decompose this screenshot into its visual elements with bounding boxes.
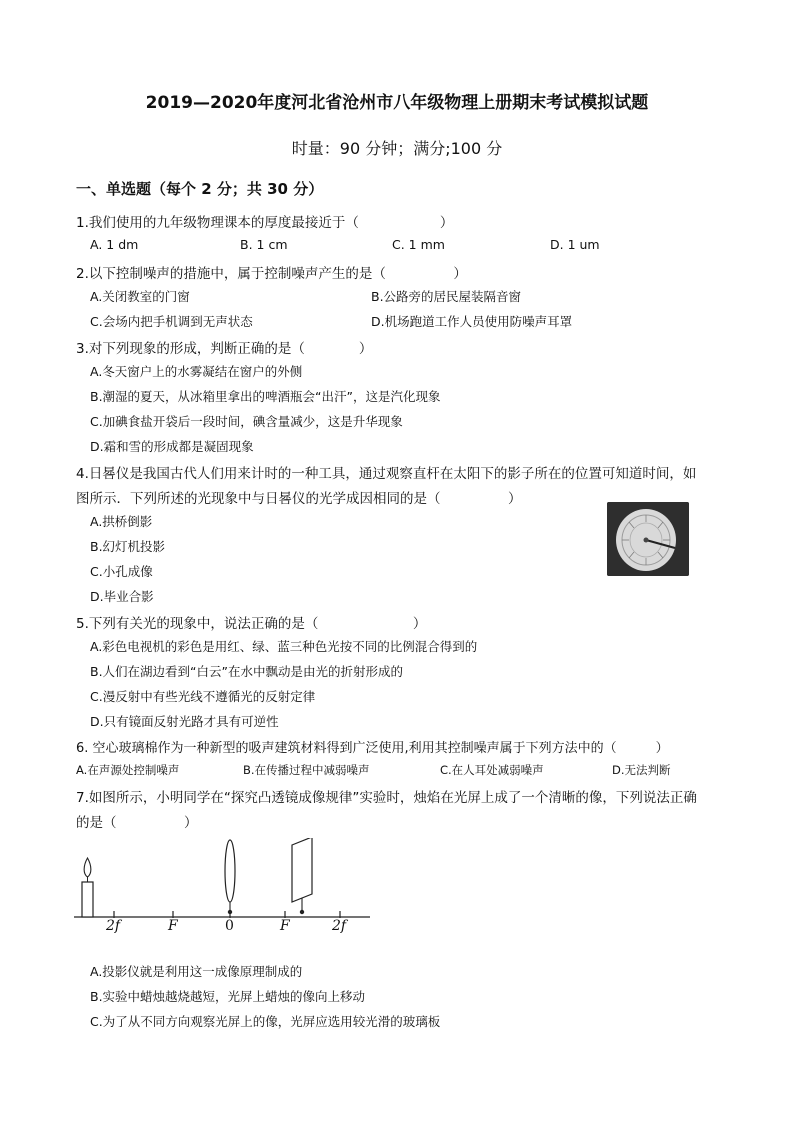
question-3-option-d: D.霜和雪的形成都是凝固现象 bbox=[90, 439, 254, 454]
question-7-option-a: A.投影仪就是利用这一成像原理制成的 bbox=[90, 964, 303, 979]
question-3-option-b: B.潮湿的夏天，从冰箱里拿出的啤酒瓶会“出汗”，这是汽化现象 bbox=[90, 389, 441, 404]
question-3-option-c: C.加碘食盐开袋后一段时间，碘含量减少，这是升华现象 bbox=[90, 414, 403, 429]
question-2-option-a: A.关闭教室的门窗 bbox=[90, 289, 190, 304]
question-6-option-d: D.无法判断 bbox=[612, 763, 671, 777]
question-1-option-d: D. 1 um bbox=[550, 237, 600, 252]
question-6-option-a: A.在声源处控制噪声 bbox=[76, 763, 180, 777]
convex-lens-icon bbox=[225, 840, 235, 914]
question-7-stem-line-2: 的是（ ） bbox=[76, 815, 198, 831]
question-2-stem: 2.以下控制噪声的措施中，属于控制噪声产生的是（ ） bbox=[76, 266, 467, 282]
page-title: 2019—2020年度河北省沧州市八年级物理上册期末考试模拟试题 bbox=[145, 93, 649, 113]
sundial-image bbox=[607, 502, 689, 576]
question-5-option-d: D.只有镜面反射光路才具有可逆性 bbox=[90, 714, 279, 729]
axis-label-f-left: F bbox=[168, 918, 178, 934]
axis-label-origin: 0 bbox=[225, 918, 234, 934]
question-2-option-b: B.公路旁的居民屋装隔音窗 bbox=[371, 289, 522, 304]
question-3-option-a: A.冬天窗户上的水雾凝结在窗户的外侧 bbox=[90, 364, 303, 379]
question-4-option-c: C.小孔成像 bbox=[90, 564, 153, 579]
question-1-option-b: B. 1 cm bbox=[240, 237, 288, 252]
question-6-option-b: B.在传播过程中减弱噪声 bbox=[243, 763, 370, 777]
question-1-option-c: C. 1 mm bbox=[392, 237, 445, 252]
question-6-stem: 6. 空心玻璃棉作为一种新型的吸声建筑材料得到广泛使用,利用其控制噪声属于下列方法中的（ ） bbox=[76, 741, 669, 756]
question-7-stem-line-1: 7.如图所示，小明同学在“探究凸透镜成像规律”实验时，烛焰在光屏上成了一个清晰的像，下列说法正确 bbox=[76, 790, 697, 806]
question-4-stem-line-2: 图所示．下列所述的光现象中与日晷仪的光学成因相同的是（ ） bbox=[76, 491, 522, 507]
axis-label-2f-right: 2f bbox=[332, 918, 347, 934]
question-5-option-b: B.人们在湖边看到“白云”在水中飘动是由光的折射形成的 bbox=[90, 664, 404, 679]
lens-experiment-diagram bbox=[70, 838, 380, 938]
question-5-option-c: C.漫反射中有些光线不遵循光的反射定律 bbox=[90, 689, 316, 704]
question-5-option-a: A.彩色电视机的彩色是用红、绿、蓝三种色光按不同的比例混合得到的 bbox=[90, 639, 478, 654]
question-3-stem: 3.对下列现象的形成，判断正确的是（ ） bbox=[76, 341, 373, 357]
axis-label-f-right: F bbox=[280, 918, 290, 934]
axis-label-2f-left: 2f bbox=[106, 918, 121, 934]
exam-info: 时量：90 分钟；满分;100 分 bbox=[291, 139, 503, 158]
section-heading: 一、单选题（每个 2 分；共 30 分） bbox=[76, 180, 324, 198]
question-4-option-d: D.毕业合影 bbox=[90, 589, 154, 604]
question-1-stem: 1.我们使用的九年级物理课本的厚度最接近于（ ） bbox=[76, 215, 454, 231]
question-6-option-c: C.在人耳处减弱噪声 bbox=[440, 763, 544, 777]
question-2-option-d: D.机场跑道工作人员使用防噪声耳罩 bbox=[371, 314, 573, 329]
light-screen-icon bbox=[292, 838, 312, 914]
question-1-option-a: A. 1 dm bbox=[90, 237, 139, 252]
question-7-option-c: C.为了从不同方向观察光屏上的像，光屏应选用较光滑的玻璃板 bbox=[90, 1014, 441, 1029]
candle-icon bbox=[82, 858, 93, 917]
question-4-option-b: B.幻灯机投影 bbox=[90, 539, 166, 554]
question-4-option-a: A.拱桥倒影 bbox=[90, 514, 153, 529]
question-5-stem: 5.下列有关光的现象中，说法正确的是（ ） bbox=[76, 616, 427, 632]
question-2-option-c: C.会场内把手机调到无声状态 bbox=[90, 314, 253, 329]
question-7-option-b: B.实验中蜡烛越烧越短，光屏上蜡烛的像向上移动 bbox=[90, 989, 366, 1004]
sundial-photo bbox=[607, 502, 689, 576]
question-4-stem-line-1: 4.日晷仪是我国古代人们用来计时的一种工具，通过观察直杆在太阳下的影子所在的位置可知道时间，如 bbox=[76, 466, 697, 482]
